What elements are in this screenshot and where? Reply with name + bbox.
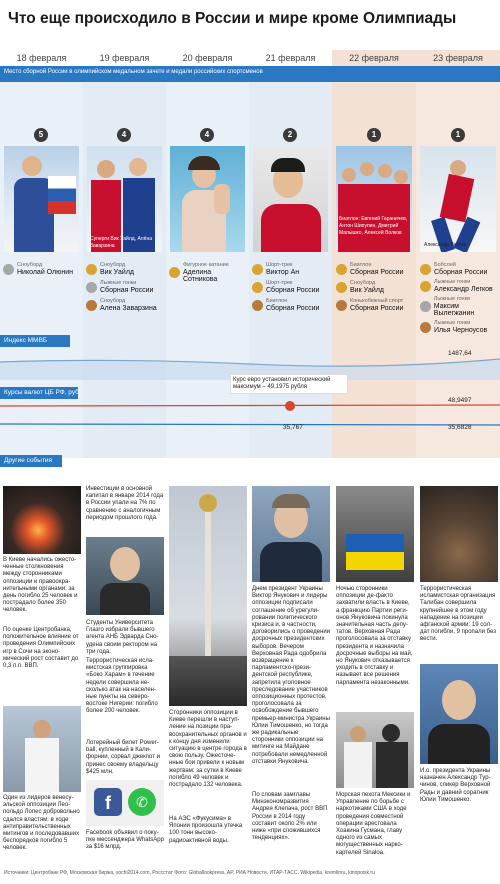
date-4: 21 февраля: [265, 53, 316, 63]
photo-caption-2: Суперги Вик Уайлд, Алёна Заварзина: [90, 236, 153, 249]
photo-caption-6: Александр Легков: [424, 242, 466, 248]
athlete-photo-2: [87, 146, 162, 252]
medal-list-6: Бобслей Сборная России Лыжные гонки Александр Легков Лыжные гонки Максим Вылегжанин Лыжные гонки Илья Черноусов: [420, 262, 500, 334]
medal-band-text: Место сборной России в олимпийском медальном зачете и медали российских спортсменов: [4, 69, 263, 75]
ski-icon: [420, 322, 431, 333]
medal-entry: Сноуборд Николай Олюнин: [3, 262, 81, 276]
date-6: 23 февраля: [416, 50, 500, 66]
snowboard-icon: [86, 264, 97, 275]
event-text: Лотерейный билет Powerball, купленный в Калифорнии, сорвал джекпот и принес своему владельцу $425 млн.: [86, 740, 161, 775]
event-photo-ukraine-flag: [336, 486, 414, 582]
place-badge-6: 1: [451, 128, 465, 142]
ski-icon: [420, 301, 431, 312]
event-text: Инвестиции в основной капитал в январе 2014 года в России упали на 7% по сравнению с аналогичным периодом прошлого года.: [86, 486, 164, 521]
event-text: Facebook объявил о покупке мессенджера WhatsApp за $16 млрд.: [86, 830, 164, 851]
date-5: 22 февраля: [332, 50, 416, 66]
short-track-icon: [252, 282, 263, 293]
figure-skating-icon: [169, 267, 180, 278]
medal-list-5: Биатлон Сборная России Сноуборд Вик Уайлд Конькобежный спорт Сборная России: [336, 262, 414, 312]
event-photo-turchinov: [420, 664, 498, 764]
whatsapp-icon: ✆: [128, 788, 156, 816]
page-title: Что еще происходило в России и мире кроме Олимпиады: [8, 10, 457, 27]
event-text: По оценке Центробанка, положительное влияние от проведения Олимпийских игр в Сочи на экономический рост составит до 0,3 п.п. ВВП.: [3, 627, 79, 670]
short-track-icon: [252, 264, 263, 275]
photo-caption-5: Биатлон: Евгений Гараничев, Антон Шипулин, Дмитрий Малышко, Алексей Волков: [339, 216, 408, 236]
event-text: Террористическая исламистская группировка «Боко Харам» в течение недели совершила несколько атак на населенные пункты на северовостоке Нигерии: погибло более 200 человек.: [86, 658, 158, 715]
event-photo-taliban: [420, 486, 498, 582]
speed-skating-icon: [336, 300, 347, 311]
event-text: В Киеве начались ожесточенные столкновения между сторонниками оппозиции и правоохранительными органами: за день погибло 25 человек и пострадало более 350 человек.: [3, 557, 78, 614]
index-label: Индекс ММВБ: [0, 335, 70, 347]
biathlon-icon: [252, 300, 263, 311]
event-text: Студенты Университета Глазго избрали бывшего агента АНБ Эдварда Сноудена своим ректором на три года.: [86, 620, 159, 655]
event-photo-lopez: [3, 706, 81, 792]
event-text: Днем президент Украины Виктор Янукович и лидеры оппозиции подписали соглашение об урегулировании политического кризиса и, в частности, договорились о проведении досрочных президентских выборов. Вечером Верховная Рада одобрила возвращение к парламентско-президентской республике, запретила уголовное преследование участников оппозиционных протестов, проголосовала за освобождение бывшего премьер-министра Украины Юлии Тимошенко, но тогда же радикальные сторонники оппозиции на митинге на Майдане потребовали немедленной отставки Януковича.: [252, 586, 331, 765]
fx-note: Курс евро установил исторический максимум – 49,1975 рубля: [230, 374, 348, 394]
athlete-photo-3: [170, 146, 245, 252]
sources-footer: Источники: Центробанк РФ, Московская биржа, sochi2014.com, Россстат Фото: Globallookpress, AP, РИА Новости, ИТАР-ТАСС, Wikipedia, kremlinru, kinopoisk.ru: [4, 870, 375, 876]
place-badge-4: 2: [283, 128, 297, 142]
date-3: 20 февраля: [182, 53, 233, 63]
athlete-photo-4: [253, 146, 328, 252]
event-photo-kiev-clashes: [3, 486, 81, 554]
fx-usd-end: 35,6828: [448, 424, 472, 431]
ski-icon: [86, 282, 97, 293]
event-photo-snowden: [86, 537, 164, 615]
date-1: 18 февраля: [16, 53, 67, 63]
snowboard-icon: [336, 282, 347, 293]
event-text: Морская пехота Мексики и Управление по борьбе с наркотиками США в ходе проведения совместной операции арестовала Хоакина Гусмана, главу одного из самых могущественных наркокартелей Sinaloa.: [336, 792, 411, 856]
medal-list-4: Шорт-трек Виктор Ан Шорт-трек Сборная России Биатлон Сборная России: [252, 262, 330, 312]
facebook-icon: f: [94, 788, 122, 816]
medal-list-2: Сноуборд Вик Уайлд Лыжные гонки Сборная России Сноуборд Алена Заварзина: [86, 262, 164, 312]
event-text: И.о. президента Украины назначен Александр Турчинов, спикер Верховной Рады и давний соратник Юлии Тимошенко.: [420, 768, 491, 803]
athlete-photo-6: [420, 146, 496, 252]
athlete-photo-1: [4, 146, 79, 252]
event-text: Один из лидеров венесуэльской оппозиции Леопольдо Лопес добровольно сдался властям: в ходе антиправительственных митингов и последовавших беспорядков погибло 5 человек.: [3, 795, 80, 852]
bobsleigh-icon: [420, 264, 431, 275]
fx-usd-mid: 35,767: [283, 424, 303, 431]
event-text: По словам замглавы Минэкономразвития Андрея Клепача, рост ВВП России в 2014 году составит около 2% или ниже «при сложившихся тенденциях».: [252, 792, 328, 842]
place-badge-3: 4: [200, 128, 214, 142]
biathlon-icon: [336, 264, 347, 275]
event-text: Ночью сторонники оппозиции де-факто захватили власть в Киеве, а франкцию Партии регионов Януковича покинула значительная часть депутатов. Верховная Рада проголосовала за отставку президента и назначила досрочные выборы на май, но Янукович отказывается уходить в отставку и называет все решения парламента незаконными.: [336, 586, 413, 686]
athlete-photo-5: [336, 146, 412, 252]
medal-list-3: Фигурное катание Аделина Сотникова: [169, 262, 247, 283]
event-text: На АЭС «Фукусима» в Японии произошла утечка 100 тонн высокорадиоактивной воды.: [169, 816, 243, 844]
ski-icon: [420, 281, 431, 292]
place-badge-2: 4: [117, 128, 131, 142]
event-text: Террористическая исламистская организация Талибан совершила крупнейшее в этом году нападение на позиции афганской армии: 19 солдат погибли, 9 пропали без вести.: [420, 586, 496, 643]
fx-line-chart: [0, 388, 500, 436]
place-badge-1: 5: [34, 128, 48, 142]
place-badge-5: 1: [367, 128, 381, 142]
snowboard-icon: [86, 300, 97, 311]
event-photo-apps: [86, 780, 164, 826]
index-value: 1487,64: [448, 350, 472, 357]
event-photo-maidan: [169, 486, 247, 706]
fx-label: Курсы валют ЦБ РФ, руб.: [0, 387, 78, 399]
other-events-label: Другие события: [0, 455, 62, 467]
event-text: Сторонники оппозиции в Киеве перешли в наступление на позиции правоохранительных органов и к концу дня изменили ситуацию в центре города в свою пользу. Ожесточенные бои привели к новым жертвам: за сутки в Киеве погибло 49 человек и пострадало 132 человека.: [169, 710, 247, 789]
date-2: 19 февраля: [99, 53, 150, 63]
medal-list-1: [3, 262, 81, 280]
event-photo-guzman: [336, 712, 414, 788]
fx-eur-end: 48,9497: [448, 397, 472, 404]
event-photo-yanukovich: [252, 486, 330, 582]
snowboard-icon: [3, 264, 14, 275]
